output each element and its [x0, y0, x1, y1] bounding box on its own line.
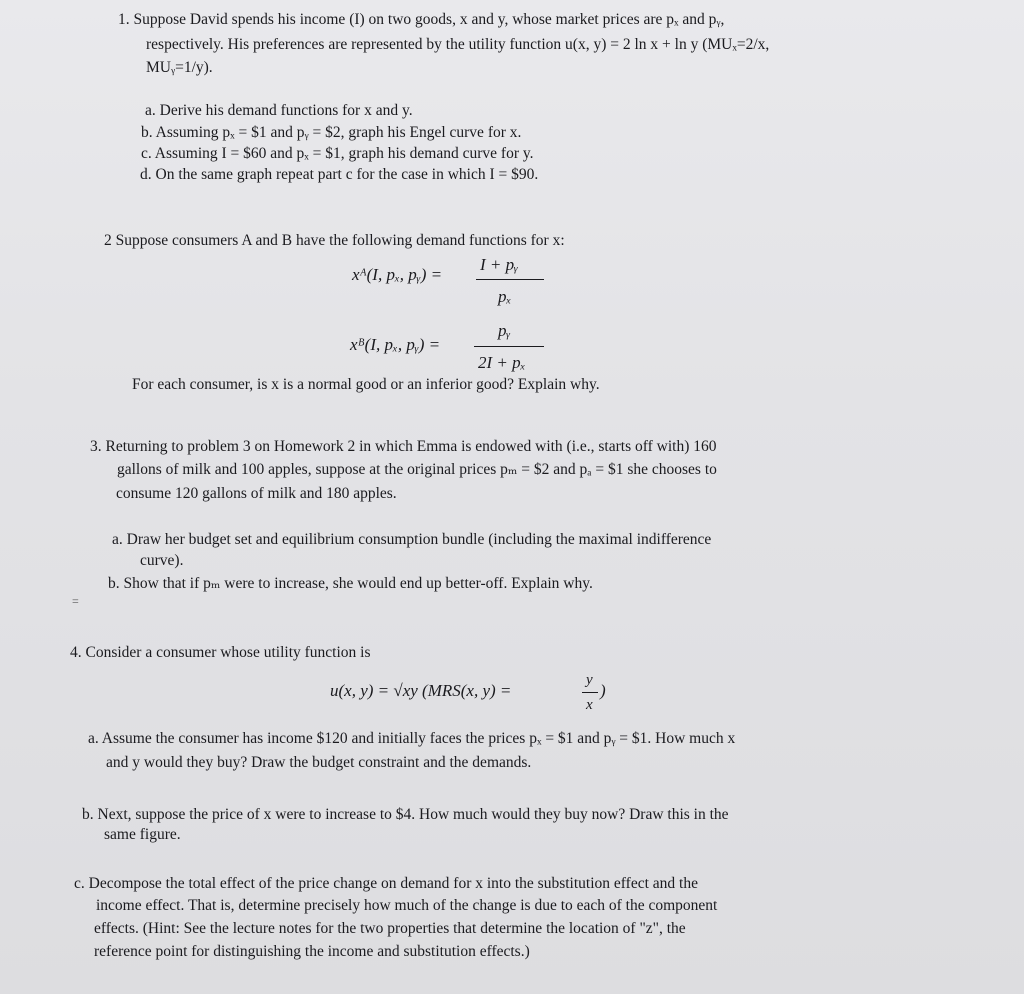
demand-b-lhs: xᴮ(I, pₓ, pᵧ) =: [350, 335, 441, 354]
problem1-part-c: c. Assuming I = $60 and pₓ = $1, graph his demand curve for y.: [141, 145, 534, 162]
margin-mark: =: [72, 594, 79, 608]
demand-a-lhs: xᴬ(I, pₓ, pᵧ) =: [352, 265, 443, 284]
problem4-part-c-line1: c. Decompose the total effect of the price change on demand for x into the substitution effect and the: [74, 875, 698, 892]
problem4-part-b-line2: same figure.: [104, 826, 181, 843]
problem1-line3: MUᵧ=1/y).: [146, 59, 213, 76]
problem1-line2: respectively. His preferences are represented by the utility function u(x, y) = 2 ln x + ln y (MUₓ=2/x,: [146, 36, 770, 53]
problem3-part-b: b. Show that if pₘ were to increase, she would end up better-off. Explain why.: [108, 575, 593, 592]
problem4-line1: 4. Consider a consumer whose utility function is: [70, 644, 371, 661]
problem4-part-c-line4: reference point for distinguishing the income and substitution effects.): [94, 943, 530, 960]
mrs-fraction-bar: [582, 692, 598, 693]
problem2-line1: 2 Suppose consumers A and B have the following demand functions for x:: [104, 232, 565, 249]
problem1-part-b: b. Assuming pₓ = $1 and pᵧ = $2, graph his Engel curve for x.: [141, 124, 522, 141]
problem4-part-a-line1: a. Assume the consumer has income $120 and initially faces the prices pₓ = $1 and pᵧ = $1. How much x: [88, 730, 736, 747]
problem1-part-a: a. Derive his demand functions for x and y.: [145, 102, 413, 119]
problem1-line1: 1. Suppose David spends his income (I) on two goods, x and y, whose market prices are pₓ and pᵧ,: [118, 11, 725, 28]
mrs-numerator: y: [586, 672, 593, 688]
problem3-line1: 3. Returning to problem 3 on Homework 2 in which Emma is endowed with (i.e., starts off with) 160: [90, 438, 717, 455]
problem3-part-a-line2: curve).: [140, 552, 184, 569]
mrs-close-paren: ): [600, 681, 606, 700]
problem3-line3: consume 120 gallons of milk and 180 apples.: [116, 485, 397, 502]
demand-a-denominator: pₓ: [498, 287, 512, 306]
problem1-part-d: d. On the same graph repeat part c for the case in which I = $90.: [140, 166, 539, 183]
problem3-line2: gallons of milk and 100 apples, suppose at the original prices pₘ = $2 and pₐ = $1 she chooses to: [117, 461, 717, 478]
problem4-part-a-line2: and y would they buy? Draw the budget constraint and the demands.: [106, 754, 532, 771]
problem2-question: For each consumer, is x is a normal good or an inferior good? Explain why.: [132, 376, 600, 393]
mrs-denominator: x: [586, 697, 593, 713]
demand-a-fraction-bar: [476, 279, 544, 280]
problem4-part-c-line2: income effect. That is, determine precisely how much of the change is due to each of the component: [96, 897, 718, 914]
problem3-part-a-line1: a. Draw her budget set and equilibrium consumption bundle (including the maximal indifference: [112, 531, 712, 548]
demand-a-numerator: I + pᵧ: [480, 255, 519, 274]
utility-function: u(x, y) = √xy (MRS(x, y) =: [330, 681, 512, 700]
demand-b-fraction-bar: [474, 346, 544, 347]
demand-b-denominator: 2I + pₓ: [478, 353, 526, 372]
demand-b-numerator: pᵧ: [498, 321, 511, 340]
problem4-part-b-line1: b. Next, suppose the price of x were to increase to $4. How much would they buy now? Draw this in the: [82, 806, 729, 823]
problem4-part-c-line3: effects. (Hint: See the lecture notes for the two properties that determine the location of "z", the: [94, 920, 686, 937]
